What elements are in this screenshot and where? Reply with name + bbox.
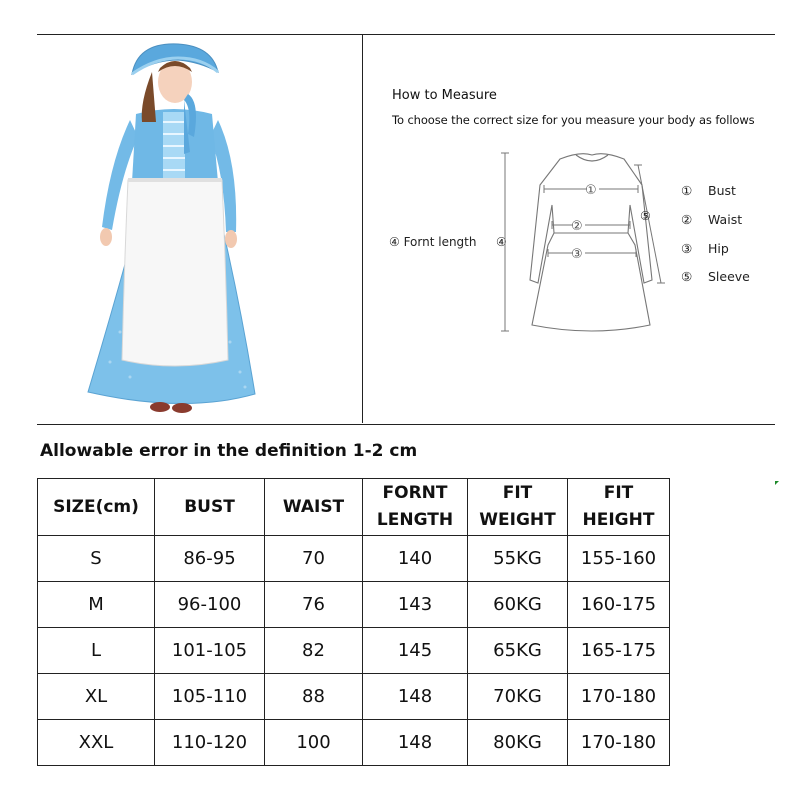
cell-bust: 105-110 [155, 674, 265, 720]
header-fit-height: FIT HEIGHT [568, 479, 670, 536]
error-note: Allowable error in the definition 1-2 cm [40, 441, 418, 461]
green-corner-mark [775, 481, 779, 485]
hip-marker: ③ [571, 247, 583, 262]
size-table [37, 478, 670, 766]
cell-fit-height: 165-175 [568, 628, 670, 674]
legend-hip-label: Hip [708, 241, 729, 256]
cell-front-length: 143 [363, 582, 468, 628]
sleeve-marker: ⑤ [640, 209, 651, 223]
legend-waist-label: Waist [708, 212, 743, 227]
cell-fit-height: 170-180 [568, 674, 670, 720]
cell-front-length: 140 [363, 536, 468, 582]
measure-title: How to Measure [392, 88, 497, 103]
cell-fit-weight: 60KG [468, 582, 568, 628]
cell-fit-weight: 65KG [468, 628, 568, 674]
cell-fit-weight: 55KG [468, 536, 568, 582]
bust-marker: ① [585, 183, 597, 198]
header-front-length: FORNT LENGTH [363, 479, 468, 536]
cell-fit-height: 160-175 [568, 582, 670, 628]
cell-fit-height: 155-160 [568, 536, 670, 582]
table-row [38, 674, 670, 720]
cell-front-length: 148 [363, 674, 468, 720]
cell-size: M [38, 582, 155, 628]
legend-waist-num: ② [681, 212, 693, 227]
cell-waist: 82 [265, 628, 363, 674]
legend-hip-num: ③ [681, 241, 693, 256]
table-row [38, 536, 670, 582]
cell-waist: 100 [265, 720, 363, 766]
cell-waist: 70 [265, 536, 363, 582]
cell-size: L [38, 628, 155, 674]
header-bust: BUST [155, 479, 265, 536]
cell-bust: 101-105 [155, 628, 265, 674]
legend-sleeve-num: ⑤ [681, 269, 693, 284]
legend-bust-num: ① [681, 183, 693, 198]
front-length-label: ④ Fornt length [389, 235, 477, 249]
cell-fit-weight: 70KG [468, 674, 568, 720]
measure-subtitle: To choose the correct size for you measure your body as follows [392, 113, 755, 127]
legend-sleeve-label: Sleeve [708, 269, 750, 284]
cell-bust: 96-100 [155, 582, 265, 628]
header-size: SIZE(cm) [38, 479, 155, 536]
cell-fit-height: 170-180 [568, 720, 670, 766]
cell-bust: 86-95 [155, 536, 265, 582]
cell-front-length: 148 [363, 720, 468, 766]
measurement-diagram [380, 145, 775, 345]
table-row [38, 720, 670, 766]
table-row [38, 628, 670, 674]
cell-waist: 76 [265, 582, 363, 628]
cell-waist: 88 [265, 674, 363, 720]
apron [122, 180, 228, 366]
cell-size: S [38, 536, 155, 582]
cell-size: XL [38, 674, 155, 720]
header-fit-weight: FIT WEIGHT [468, 479, 568, 536]
cell-bust: 110-120 [155, 720, 265, 766]
table-header-row [38, 479, 670, 536]
waist-marker: ② [571, 219, 583, 234]
front-length-marker: ④ [496, 235, 507, 249]
legend-bust-label: Bust [708, 183, 736, 198]
top-section-divider [362, 34, 363, 423]
product-photo [60, 42, 310, 420]
cell-fit-weight: 80KG [468, 720, 568, 766]
table-row [38, 582, 670, 628]
header-waist: WAIST [265, 479, 363, 536]
cell-front-length: 145 [363, 628, 468, 674]
cell-size: XXL [38, 720, 155, 766]
